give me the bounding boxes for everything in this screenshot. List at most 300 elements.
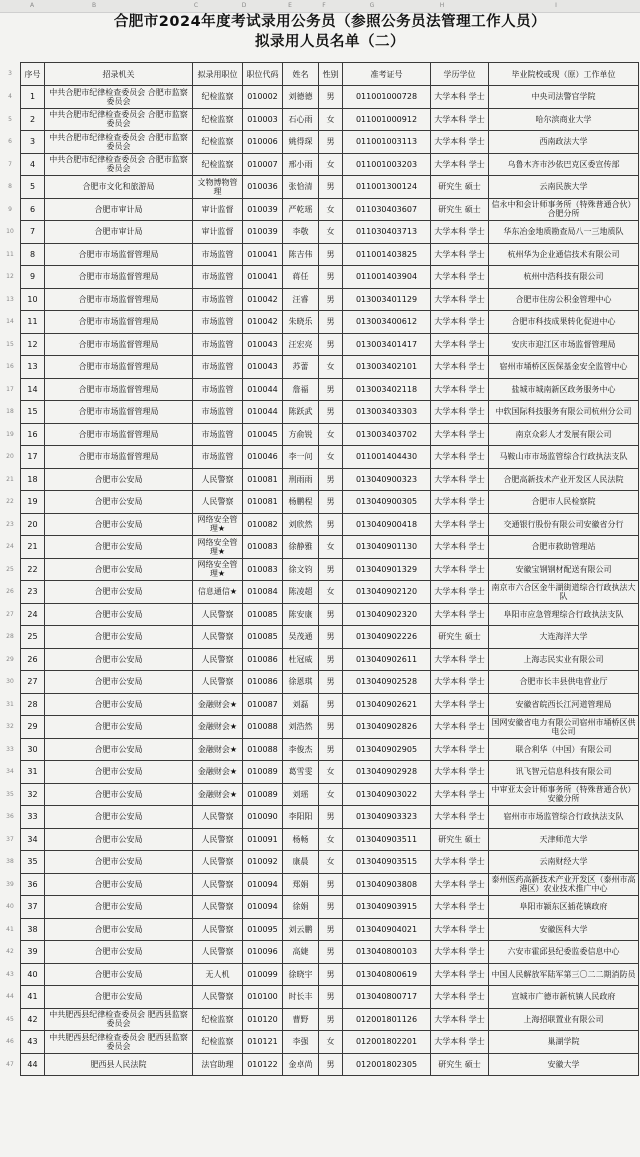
cell-gender: 男	[319, 176, 343, 199]
cell-name: 石心雨	[283, 108, 319, 131]
cell-position-code: 010082	[243, 513, 283, 536]
document-title	[20, 12, 640, 62]
cell-education: 大学本科 学士	[431, 806, 489, 829]
cell-position: 人民警察	[193, 468, 243, 491]
cell-exam-number: 013003400612	[343, 311, 431, 334]
cell-index: 35	[21, 851, 45, 874]
table-row	[21, 108, 639, 131]
cell-name: 刘磊	[283, 693, 319, 716]
sheet-row-number: 31	[6, 701, 14, 708]
cell-agency: 合肥市市场监督管理局	[45, 356, 193, 379]
cell-agency: 合肥市公安局	[45, 693, 193, 716]
cell-index: 28	[21, 693, 45, 716]
table-row	[21, 1008, 639, 1031]
cell-position-code: 010045	[243, 423, 283, 446]
cell-position: 纪检监察	[193, 1031, 243, 1054]
sheet-row-number: 44	[6, 993, 14, 1000]
cell-exam-number: 011001403825	[343, 243, 431, 266]
cell-exam-number: 011001003113	[343, 131, 431, 154]
header-cell: 招录机关	[45, 63, 193, 86]
cell-agency: 合肥市市场监督管理局	[45, 266, 193, 289]
cell-gender: 男	[319, 491, 343, 514]
cell-gender: 女	[319, 153, 343, 176]
cell-school-or-employer: 上海志民实业有限公司	[489, 648, 639, 671]
sheet-row-number: 38	[6, 858, 14, 865]
cell-school-or-employer: 泰州医药高新技术产业开发区（泰州市高港区）农业技术推广中心	[489, 873, 639, 896]
col-letter: E	[288, 2, 292, 9]
cell-index: 19	[21, 491, 45, 514]
cell-exam-number: 013040904021	[343, 918, 431, 941]
cell-name: 张恰清	[283, 176, 319, 199]
cell-education: 大学本科 学士	[431, 513, 489, 536]
sheet-row-number: 41	[6, 926, 14, 933]
cell-name: 刘德德	[283, 86, 319, 109]
cell-name: 刘瑶	[283, 783, 319, 806]
cell-gender: 女	[319, 423, 343, 446]
cell-name: 汪宏亮	[283, 333, 319, 356]
cell-name: 吴茂通	[283, 626, 319, 649]
cell-position: 人民警察	[193, 941, 243, 964]
cell-gender: 男	[319, 671, 343, 694]
cell-gender: 男	[319, 288, 343, 311]
cell-position: 文物博物管理	[193, 176, 243, 199]
cell-education: 大学本科 学士	[431, 581, 489, 604]
cell-index: 3	[21, 131, 45, 154]
table-row	[21, 626, 639, 649]
col-letter: F	[322, 2, 326, 9]
cell-name: 徐文钧	[283, 558, 319, 581]
cell-agency: 合肥市公安局	[45, 513, 193, 536]
sheet-row-number: 36	[6, 813, 14, 820]
header-cell: 准考证号	[343, 63, 431, 86]
cell-gender: 男	[319, 806, 343, 829]
cell-position-code: 010043	[243, 333, 283, 356]
cell-position: 纪检监察	[193, 131, 243, 154]
cell-position-code: 010096	[243, 941, 283, 964]
cell-education: 大学本科 学士	[431, 356, 489, 379]
cell-education: 大学本科 学士	[431, 558, 489, 581]
sheet-row-number: 18	[6, 408, 14, 415]
cell-agency: 合肥市公安局	[45, 558, 193, 581]
cell-school-or-employer: 巢湖学院	[489, 1031, 639, 1054]
header-cell: 性别	[319, 63, 343, 86]
cell-exam-number: 012001802201	[343, 1031, 431, 1054]
cell-name: 郑娟	[283, 873, 319, 896]
cell-name: 陈跃武	[283, 401, 319, 424]
cell-name: 刘浩然	[283, 716, 319, 739]
table-row	[21, 446, 639, 469]
cell-index: 20	[21, 513, 45, 536]
cell-exam-number: 013040900323	[343, 468, 431, 491]
cell-position-code: 010089	[243, 761, 283, 784]
sheet-row-number: 7	[8, 161, 12, 168]
cell-position: 法官助理	[193, 1053, 243, 1076]
col-letter: A	[29, 2, 35, 9]
cell-gender: 男	[319, 378, 343, 401]
cell-name: 朱晓乐	[283, 311, 319, 334]
cell-exam-number: 013040800103	[343, 941, 431, 964]
cell-position-code: 010094	[243, 896, 283, 919]
cell-education: 大学本科 学士	[431, 423, 489, 446]
cell-education: 大学本科 学士	[431, 918, 489, 941]
cell-agency: 合肥市市场监督管理局	[45, 288, 193, 311]
cell-education: 大学本科 学士	[431, 851, 489, 874]
cell-position-code: 010041	[243, 266, 283, 289]
cell-agency: 合肥市公安局	[45, 738, 193, 761]
cell-index: 36	[21, 873, 45, 896]
table-row	[21, 266, 639, 289]
cell-position: 无人机	[193, 963, 243, 986]
cell-position-code: 010100	[243, 986, 283, 1009]
cell-name: 杨畅	[283, 828, 319, 851]
cell-position: 人民警察	[193, 851, 243, 874]
cell-name: 邢小雨	[283, 153, 319, 176]
sheet-row-number: 10	[6, 228, 14, 235]
table-row	[21, 198, 639, 221]
cell-index: 44	[21, 1053, 45, 1076]
cell-exam-number: 013040800717	[343, 986, 431, 1009]
cell-name: 陈凌超	[283, 581, 319, 604]
cell-name: 徐静雅	[283, 536, 319, 559]
cell-index: 29	[21, 716, 45, 739]
table-row	[21, 1053, 639, 1076]
cell-school-or-employer: 安徽大学	[489, 1053, 639, 1076]
cell-gender: 男	[319, 266, 343, 289]
cell-education: 大学本科 学士	[431, 873, 489, 896]
cell-exam-number: 011001000728	[343, 86, 431, 109]
cell-position: 审计监督	[193, 221, 243, 244]
cell-position: 网络安全管理★	[193, 536, 243, 559]
cell-education: 大学本科 学士	[431, 941, 489, 964]
cell-position: 人民警察	[193, 648, 243, 671]
cell-position-code: 010002	[243, 86, 283, 109]
cell-education: 研究生 硕士	[431, 198, 489, 221]
cell-position-code: 010099	[243, 963, 283, 986]
cell-school-or-employer: 马鞍山市市场监管综合行政执法支队	[489, 446, 639, 469]
cell-name: 李一问	[283, 446, 319, 469]
cell-education: 大学本科 学士	[431, 761, 489, 784]
cell-agency: 中共合肥市纪律检查委员会 合肥市监察委员会	[45, 86, 193, 109]
sheet-row-number: 8	[8, 183, 12, 190]
cell-exam-number: 013040901130	[343, 536, 431, 559]
cell-index: 13	[21, 356, 45, 379]
cell-name: 杜冠威	[283, 648, 319, 671]
table-row	[21, 648, 639, 671]
cell-school-or-employer: 合肥市科技成果转化促进中心	[489, 311, 639, 334]
cell-gender: 男	[319, 131, 343, 154]
col-letter: H	[439, 2, 445, 9]
cell-position: 人民警察	[193, 918, 243, 941]
cell-position: 审计监督	[193, 198, 243, 221]
cell-exam-number: 013003403702	[343, 423, 431, 446]
cell-education: 大学本科 学士	[431, 131, 489, 154]
cell-position-code: 010120	[243, 1008, 283, 1031]
cell-exam-number: 011001403904	[343, 266, 431, 289]
cell-position: 人民警察	[193, 491, 243, 514]
cell-position-code: 010044	[243, 378, 283, 401]
cell-exam-number: 013040903808	[343, 873, 431, 896]
table-row	[21, 783, 639, 806]
cell-index: 21	[21, 536, 45, 559]
cell-position-code: 010036	[243, 176, 283, 199]
cell-education: 大学本科 学士	[431, 266, 489, 289]
cell-position-code: 010089	[243, 783, 283, 806]
cell-name: 李阳阳	[283, 806, 319, 829]
cell-education: 大学本科 学士	[431, 986, 489, 1009]
cell-school-or-employer: 云南财经大学	[489, 851, 639, 874]
cell-name: 李强	[283, 1031, 319, 1054]
sheet-row-number: 34	[6, 768, 14, 775]
cell-position: 市场监管	[193, 311, 243, 334]
cell-position-code: 010042	[243, 288, 283, 311]
cell-school-or-employer: 安徽医科大学	[489, 918, 639, 941]
table-row	[21, 333, 639, 356]
cell-exam-number: 011001404430	[343, 446, 431, 469]
cell-name: 陈吉伟	[283, 243, 319, 266]
cell-position: 人民警察	[193, 626, 243, 649]
cell-name: 金卓尚	[283, 1053, 319, 1076]
cell-name: 康晨	[283, 851, 319, 874]
sheet-row-number: 28	[6, 633, 14, 640]
title-line-1: 合肥市2024年度考试录用公务员（参照公务员法管理工作人员）	[113, 14, 547, 30]
cell-name: 刑雨雨	[283, 468, 319, 491]
sheet-row-number: 29	[6, 656, 14, 663]
cell-exam-number: 013040902826	[343, 716, 431, 739]
cell-gender: 女	[319, 198, 343, 221]
title-line-2: 拟录用人员名单（二）	[255, 34, 405, 50]
cell-exam-number: 013040901329	[343, 558, 431, 581]
cell-position-code: 010094	[243, 873, 283, 896]
cell-agency: 合肥市公安局	[45, 873, 193, 896]
cell-education: 大学本科 学士	[431, 491, 489, 514]
cell-position-code: 010085	[243, 603, 283, 626]
cell-position: 市场监管	[193, 401, 243, 424]
cell-school-or-employer: 阜阳市应急管理综合行政执法支队	[489, 603, 639, 626]
cell-name: 姚得琛	[283, 131, 319, 154]
cell-education: 大学本科 学士	[431, 153, 489, 176]
header-cell: 拟录用职位	[193, 63, 243, 86]
cell-position: 市场监管	[193, 446, 243, 469]
cell-agency: 合肥市公安局	[45, 648, 193, 671]
sheet-row-number: 26	[6, 588, 14, 595]
cell-school-or-employer: 讯飞智元信息科技有限公司	[489, 761, 639, 784]
cell-agency: 中共合肥市纪律检查委员会 合肥市监察委员会	[45, 108, 193, 131]
table-row	[21, 896, 639, 919]
cell-position-code: 010081	[243, 491, 283, 514]
cell-agency: 合肥市公安局	[45, 761, 193, 784]
cell-school-or-employer: 中软国际科技服务有限公司杭州分公司	[489, 401, 639, 424]
cell-agency: 合肥市公安局	[45, 896, 193, 919]
cell-agency: 合肥市文化和旅游局	[45, 176, 193, 199]
table-row	[21, 401, 639, 424]
cell-school-or-employer: 信永中和会计师事务所（特殊普通合伙）合肥分所	[489, 198, 639, 221]
cell-education: 大学本科 学士	[431, 738, 489, 761]
cell-school-or-employer: 杭州华为企业通信技术有限公司	[489, 243, 639, 266]
cell-name: 徐娟	[283, 896, 319, 919]
cell-index: 31	[21, 761, 45, 784]
cell-exam-number: 013040902320	[343, 603, 431, 626]
cell-school-or-employer: 天津师范大学	[489, 828, 639, 851]
cell-exam-number: 013040903511	[343, 828, 431, 851]
cell-gender: 男	[319, 918, 343, 941]
cell-education: 大学本科 学士	[431, 288, 489, 311]
table-row	[21, 761, 639, 784]
cell-education: 大学本科 学士	[431, 671, 489, 694]
cell-gender: 男	[319, 603, 343, 626]
cell-index: 34	[21, 828, 45, 851]
header-cell: 序号	[21, 63, 45, 86]
cell-agency: 合肥市公安局	[45, 716, 193, 739]
cell-name: 詹福	[283, 378, 319, 401]
cell-index: 23	[21, 581, 45, 604]
cell-gender: 男	[319, 693, 343, 716]
cell-position: 网络安全管理★	[193, 558, 243, 581]
cell-exam-number: 013040902621	[343, 693, 431, 716]
cell-agency: 合肥市公安局	[45, 536, 193, 559]
sheet-row-number: 5	[8, 116, 12, 123]
cell-school-or-employer: 安徽宝钢钢材配送有限公司	[489, 558, 639, 581]
cell-index: 40	[21, 963, 45, 986]
cell-agency: 合肥市公安局	[45, 468, 193, 491]
cell-index: 2	[21, 108, 45, 131]
cell-position: 金融财会★	[193, 761, 243, 784]
cell-position-code: 010122	[243, 1053, 283, 1076]
cell-position-code: 010084	[243, 581, 283, 604]
sheet-row-number: 23	[6, 521, 14, 528]
cell-gender: 男	[319, 873, 343, 896]
cell-index: 8	[21, 243, 45, 266]
cell-name: 高婕	[283, 941, 319, 964]
cell-name: 刘欣然	[283, 513, 319, 536]
header-cell: 学历学位	[431, 63, 489, 86]
cell-education: 大学本科 学士	[431, 716, 489, 739]
table-row	[21, 851, 639, 874]
cell-school-or-employer: 联合利华（中国）有限公司	[489, 738, 639, 761]
cell-gender: 女	[319, 108, 343, 131]
cell-gender: 男	[319, 986, 343, 1009]
table-row	[21, 1031, 639, 1054]
cell-position: 纪检监察	[193, 153, 243, 176]
cell-gender: 男	[319, 716, 343, 739]
cell-gender: 男	[319, 333, 343, 356]
cell-education: 大学本科 学士	[431, 1008, 489, 1031]
cell-position-code: 010088	[243, 738, 283, 761]
cell-index: 42	[21, 1008, 45, 1031]
cell-education: 大学本科 学士	[431, 401, 489, 424]
cell-gender: 男	[319, 963, 343, 986]
cell-education: 大学本科 学士	[431, 693, 489, 716]
cell-exam-number: 013040903515	[343, 851, 431, 874]
sheet-row-number: 6	[8, 138, 12, 145]
cell-position: 人民警察	[193, 873, 243, 896]
cell-exam-number: 011001000912	[343, 108, 431, 131]
cell-agency: 合肥市公安局	[45, 963, 193, 986]
col-letter: B	[91, 2, 97, 9]
cell-position: 市场监管	[193, 288, 243, 311]
col-letter: I	[555, 2, 557, 9]
cell-index: 43	[21, 1031, 45, 1054]
cell-school-or-employer: 国网安徽省电力有限公司宿州市埇桥区供电公司	[489, 716, 639, 739]
table-row	[21, 963, 639, 986]
cell-agency: 肥西县人民法院	[45, 1053, 193, 1076]
table-row	[21, 221, 639, 244]
cell-school-or-employer: 大连海洋大学	[489, 626, 639, 649]
cell-gender: 女	[319, 851, 343, 874]
cell-school-or-employer: 中审亚太会计师事务所（特殊普通合伙）安徽分所	[489, 783, 639, 806]
cell-school-or-employer: 交通银行股份有限公司安徽省分行	[489, 513, 639, 536]
cell-position-code: 010086	[243, 648, 283, 671]
cell-school-or-employer: 合肥市长丰县供电营业厅	[489, 671, 639, 694]
cell-gender: 女	[319, 446, 343, 469]
cell-agency: 合肥市市场监督管理局	[45, 378, 193, 401]
cell-index: 1	[21, 86, 45, 109]
cell-school-or-employer: 哈尔滨商业大学	[489, 108, 639, 131]
cell-gender: 男	[319, 896, 343, 919]
cell-name: 曹野	[283, 1008, 319, 1031]
cell-exam-number: 011030403607	[343, 198, 431, 221]
cell-exam-number: 013040900305	[343, 491, 431, 514]
sheet-row-number: 30	[6, 678, 14, 685]
cell-position-code: 010046	[243, 446, 283, 469]
cell-agency: 合肥市市场监督管理局	[45, 423, 193, 446]
cell-school-or-employer: 杭州中浩科技有限公司	[489, 266, 639, 289]
table-row	[21, 603, 639, 626]
table-row	[21, 288, 639, 311]
table-row	[21, 873, 639, 896]
cell-school-or-employer: 合肥高新技术产业开发区人民法院	[489, 468, 639, 491]
cell-agency: 中共肥西县纪律检查委员会 肥西县监察委员会	[45, 1008, 193, 1031]
cell-index: 7	[21, 221, 45, 244]
cell-education: 大学本科 学士	[431, 446, 489, 469]
cell-school-or-employer: 合肥市人民检察院	[489, 491, 639, 514]
sheet-row-number: 43	[6, 971, 14, 978]
cell-name: 汪睿	[283, 288, 319, 311]
cell-education: 大学本科 学士	[431, 311, 489, 334]
cell-gender: 女	[319, 1031, 343, 1054]
sheet-row-number: 11	[6, 251, 14, 258]
cell-education: 研究生 硕士	[431, 828, 489, 851]
cell-gender: 男	[319, 558, 343, 581]
cell-position: 人民警察	[193, 986, 243, 1009]
cell-position: 金融财会★	[193, 783, 243, 806]
cell-exam-number: 011001003203	[343, 153, 431, 176]
cell-position-code: 010083	[243, 558, 283, 581]
cell-gender: 男	[319, 1053, 343, 1076]
cell-education: 研究生 硕士	[431, 1053, 489, 1076]
table-body	[21, 86, 639, 1076]
cell-position: 纪检监察	[193, 1008, 243, 1031]
cell-index: 22	[21, 558, 45, 581]
cell-exam-number: 013040900418	[343, 513, 431, 536]
cell-exam-number: 013040902928	[343, 761, 431, 784]
sheet-row-number: 20	[6, 453, 14, 460]
table-row	[21, 86, 639, 109]
header-cell: 毕业院校或现（原）工作单位	[489, 63, 639, 86]
cell-exam-number: 013040902528	[343, 671, 431, 694]
cell-name: 杨鹏程	[283, 491, 319, 514]
header-cell: 职位代码	[243, 63, 283, 86]
candidate-table	[20, 62, 639, 1076]
table-row	[21, 716, 639, 739]
cell-name: 陈安康	[283, 603, 319, 626]
cell-agency: 合肥市公安局	[45, 986, 193, 1009]
table-row	[21, 311, 639, 334]
cell-position-code: 010091	[243, 828, 283, 851]
cell-exam-number: 013003402101	[343, 356, 431, 379]
table-row	[21, 986, 639, 1009]
cell-education: 大学本科 学士	[431, 648, 489, 671]
cell-school-or-employer: 中国人民解放军陆军第三〇二二期消防员	[489, 963, 639, 986]
